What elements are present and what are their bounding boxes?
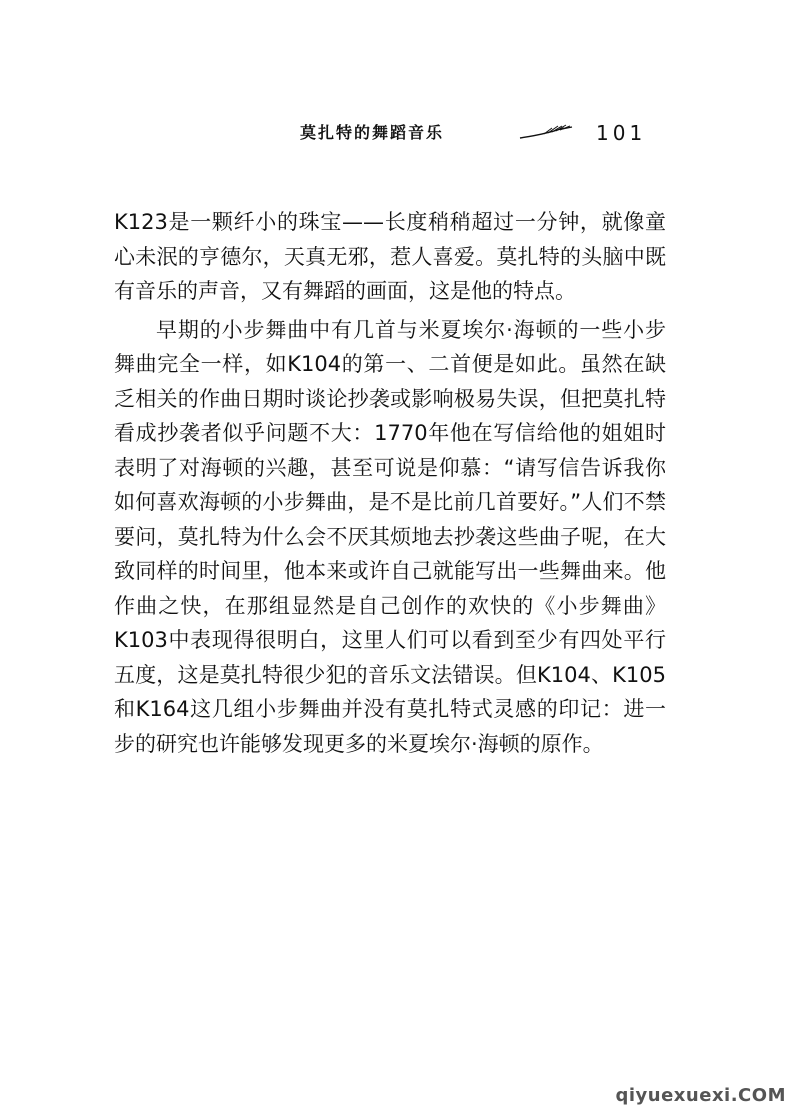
site-watermark: qiyuexuexi.COM [615, 1085, 786, 1106]
running-title: 莫扎特的舞蹈音乐 [300, 123, 445, 142]
body-text [114, 205, 666, 761]
page-number: 101 [596, 121, 647, 145]
running-header [300, 118, 660, 148]
paragraph: 早期的小步舞曲中有几首与米夏埃尔·海顿的一些小步舞曲完全一样，如K104的第一、二首便是如此。虽然在缺乏相关的作曲日期时谈论抄袭或影响极易失误，但把莫扎特看成抄袭者似乎问题不大：1770年他在写信给他的姐姐时表明了对海顿的兴趣，甚至可说是仰慕：“请写信告诉我你如何喜欢海顿的小步舞曲，是不是比前几首要好。”人们不禁要问，莫扎特为什么会不厌其烦地去抄袭这些曲子呢，在大致同样的时间里，他本来或许自己就能写出一些舞曲来。他作曲之快，在那组显然是自己创作的欢快的《小步舞曲》K103中表现得很明白，这里人们可以看到至少有四处平行五度，这是莫扎特很少犯的音乐文法错误。但K104、K105和K164这几组小步舞曲并没有莫扎特式灵感的印记：进一步的研究也许能够发现更多的米夏埃尔·海顿的原作。 [114, 317, 666, 756]
quill-ornament-icon [518, 124, 574, 142]
paragraph: K123是一颗纤小的珠宝——长度稍稍超过一分钟，就像童心未泯的亨德尔，天真无邪，惹人喜爱。莫扎特的头脑中既有音乐的声音，又有舞蹈的画面，这是他的特点。 [114, 210, 666, 303]
